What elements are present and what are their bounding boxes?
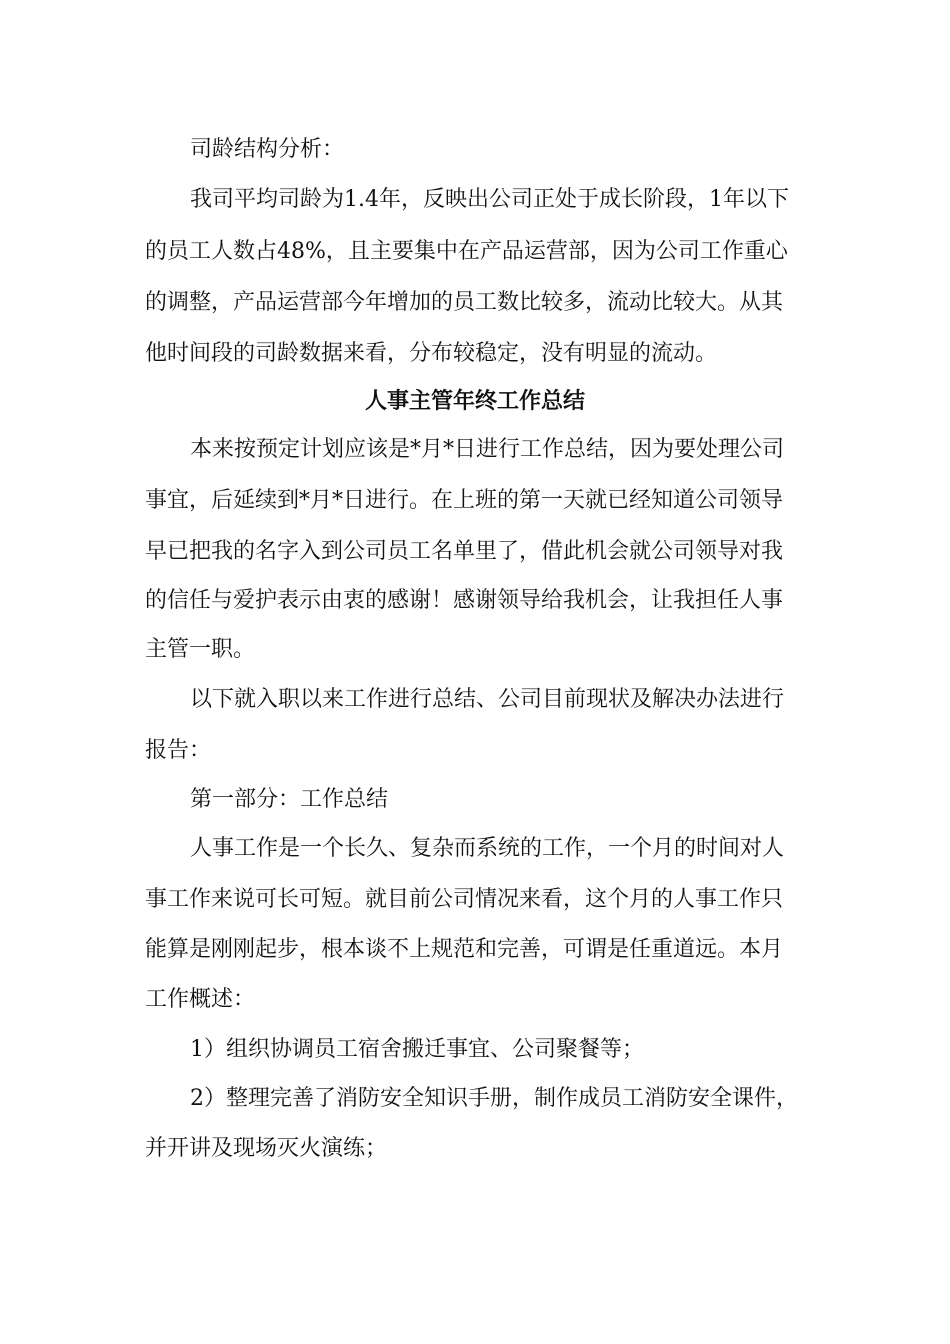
paragraph-line: 的调整，产品运营部今年增加的员工数比较多，流动比较大。从其: [145, 290, 784, 315]
paragraph-line: 事宜，后延续到*月*日进行。在上班的第一天就已经知道公司领导: [145, 488, 784, 513]
paragraph-line: 本来按预定计划应该是*月*日进行工作总结，因为要处理公司: [190, 437, 785, 462]
paragraph-line: 能算是刚刚起步，根本谈不上规范和完善，可谓是任重道远。本月: [145, 937, 784, 962]
section-heading: 第一部分：工作总结: [190, 787, 389, 812]
paragraph-line: 事工作来说可长可短。就目前公司情况来看，这个月的人事工作只: [145, 887, 784, 912]
paragraph-line: 并开讲及现场灭火演练；: [145, 1136, 388, 1161]
paragraph-line: 的信任与爱护表示由衷的感谢！感谢领导给我机会，让我担任人事: [145, 588, 784, 613]
paragraph-line: 主管一职。: [145, 637, 256, 662]
paragraph-line: 报告：: [145, 738, 212, 763]
paragraph-line: 早已把我的名字入到公司员工名单里了，借此机会就公司领导对我: [145, 539, 784, 564]
list-item: 2）整理完善了消防安全知识手册，制作成员工消防安全课件，: [190, 1086, 798, 1111]
list-item: 1）组织协调员工宿舍搬迁事宜、公司聚餐等；: [190, 1037, 644, 1062]
paragraph-line: 人事工作是一个长久、复杂而系统的工作，一个月的时间对人: [190, 836, 785, 861]
paragraph-line: 他时间段的司龄数据来看，分布较稳定，没有明显的流动。: [145, 341, 718, 366]
document-title: 人事主管年终工作总结: [364, 389, 585, 414]
paragraph-line: 的员工人数占48%，且主要集中在产品运营部，因为公司工作重心: [145, 239, 788, 264]
section-heading: 司龄结构分析：: [190, 137, 345, 162]
paragraph-line: 以下就入职以来工作进行总结、公司目前现状及解决办法进行: [190, 687, 785, 712]
paragraph-line: 我司平均司龄为1.4年，反映出公司正处于成长阶段，1年以下: [190, 187, 789, 212]
paragraph-line: 工作概述：: [145, 987, 256, 1012]
